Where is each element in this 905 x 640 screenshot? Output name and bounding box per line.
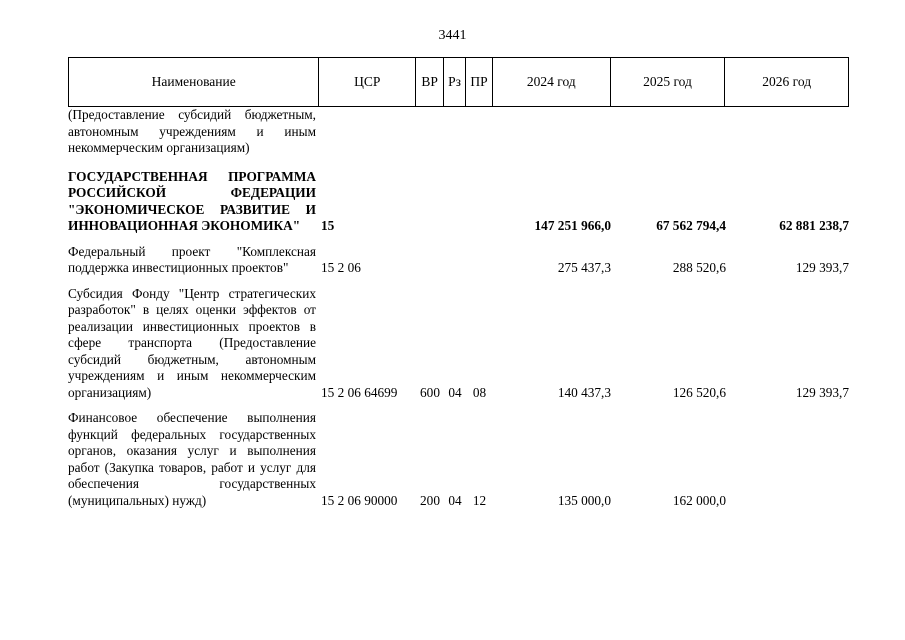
table-row [68,410,849,509]
row-pr: 08 [472,384,487,400]
row-name: Федеральный проект "Комплексная поддержка инвестиционных проектов" [68,243,316,275]
row-2025: 126 520,6 [672,384,726,400]
row-2025: 162 000,0 [672,492,726,508]
header-2026: 2026 год [762,74,812,89]
row-csr: 15 2 06 90000 [321,492,398,508]
header-vr: ВР [416,58,444,106]
table-body [68,107,849,518]
header-2025: 2025 год [611,58,726,106]
row-name: Финансовое обеспечение выполнения функций федеральных государственных органов, оказания услуг и выполнения работ (Закупка товаров, работ и услуг для обеспечения государственных (муниципальных) нужд) [68,410,316,508]
row-2024: 147 251 966,0 [534,218,611,233]
row-name: (Предоставление субсидий бюджетным, автономным учреждениям и иным некоммерческим организациям) [68,107,316,155]
header-csr: ЦСР [319,58,416,106]
row-name: Субсидия Фонду "Центр стратегических разработок" в целях оценки эффектов от реализации инвестиционных проектов в сфере транспорта (Предоставление субсидий бюджетным, автономным учреждениям и иным некоммерческим организациям) [68,285,316,400]
row-rz: 04 [448,384,462,400]
table-row [68,169,849,235]
row-2024: 135 000,0 [557,492,611,508]
row-rz: 04 [448,492,462,508]
header-pr: ПР [466,58,493,106]
header-rz: Рз [444,58,466,106]
row-vr: 600 [420,384,440,400]
row-csr: 15 [321,218,335,233]
row-2024: 140 437,3 [557,384,611,400]
table-row [68,286,849,402]
row-csr: 15 2 06 64699 [321,384,398,400]
table-row [68,107,849,157]
row-name: ГОСУДАРСТВЕННАЯ ПРОГРАММА РОССИЙСКОЙ ФЕДЕРАЦИИ "ЭКОНОМИЧЕСКОЕ РАЗВИТИЕ И ИННОВАЦИОННАЯ ЭКОНОМИКА" [68,168,316,233]
row-2026: 129 393,7 [795,384,849,400]
row-pr: 12 [472,492,487,508]
header-2024: 2024 год [493,58,611,106]
row-csr: 15 2 06 [321,260,361,275]
table-row [68,244,849,277]
row-2024: 275 437,3 [557,260,611,275]
header-name: Наименование [69,58,319,106]
row-2026: 62 881 238,7 [779,218,849,233]
table-header [68,57,849,107]
row-2025: 67 562 794,4 [656,218,726,233]
row-2025: 288 520,6 [672,260,726,275]
row-2026: 129 393,7 [795,260,849,275]
row-vr: 200 [420,492,440,508]
page-number: 3441 [438,28,467,43]
